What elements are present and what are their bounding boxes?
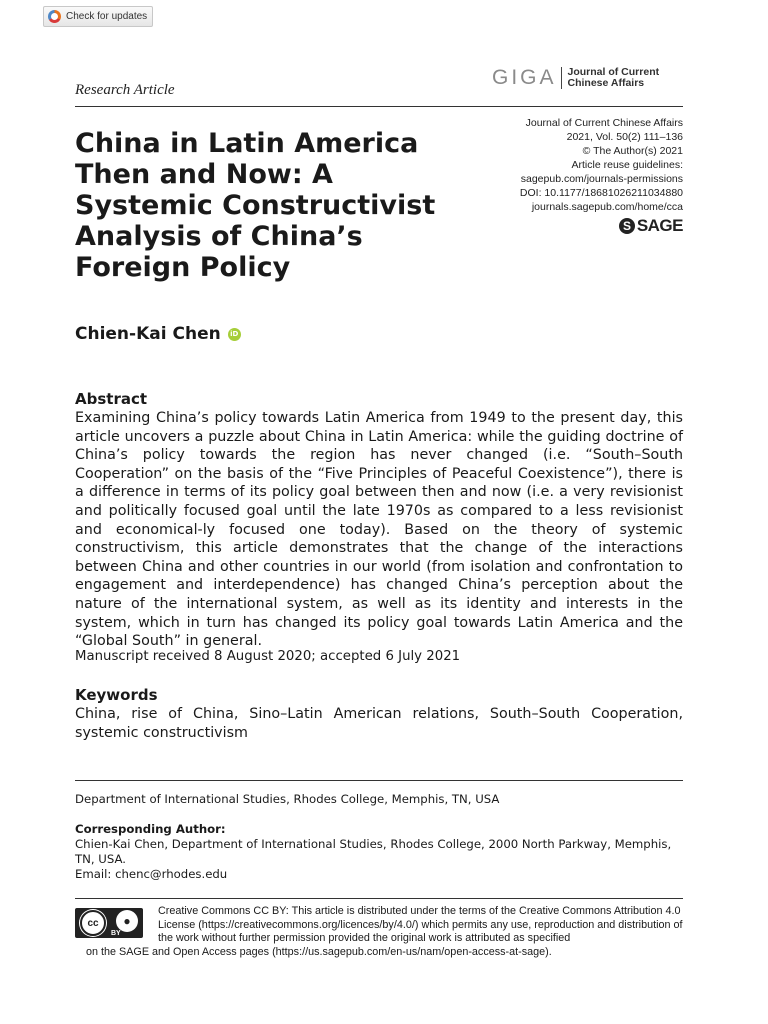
journal-metadata	[520, 116, 683, 214]
giga-logo-mark: GIGA	[492, 66, 557, 89]
corresponding-email[interactable]: Email: chenc@rhodes.edu	[75, 867, 228, 881]
abstract-heading: Abstract	[75, 390, 148, 408]
abstract-body: Examining China’s policy towards Latin America from 1949 to the present day, this article uncovers a puzzle about China in Latin America: while the guiding doctrine of China’s policy towards the region has never changed (i.e. “South–South Cooperation” on the basis of the “Five Principles of Peaceful Coexistence”), there is a difference in terms of its policy goal between then and now (i.e. a very revisionist and politically focused goal until the late 1970s as compared to a less revisionist and economical-ly focused one today). Based on the theory of systemic constructivism, this article demonstrates that the change of the interactions between China and other countries in our world (from isolation and confrontation to engagement and interdependence) has changed China’s perception about the nature of the international system, as well as its identity and interests in the system, which in turn has changed its policy goal towards Latin America and the “Global South” in general.	[75, 410, 683, 650]
attribution-person-icon: ●	[116, 910, 138, 932]
copyright: © The Author(s) 2021	[582, 145, 683, 157]
keywords-body: China, rise of China, Sino–Latin American relations, South–South Cooperation, systemic constructivism	[75, 706, 683, 741]
manuscript-dates: Manuscript received 8 August 2020; accepted 6 July 2021	[75, 649, 461, 664]
license-divider	[75, 898, 683, 899]
by-label: BY	[111, 930, 121, 937]
cc-icon: cc	[80, 910, 106, 936]
check-for-updates-label: Check for updates	[66, 11, 148, 22]
doi[interactable]: DOI: 10.1177/18681026211034880	[519, 187, 683, 199]
license-text-last-line: on the SAGE and Open Access pages (https://us.sagepub.com/en-us/nam/open-access-at-sage).	[86, 946, 552, 958]
logo-divider	[561, 67, 562, 89]
journal-home-link[interactable]: journals.sagepub.com/home/cca	[531, 201, 683, 213]
check-for-updates-badge[interactable]	[43, 6, 153, 27]
article-title: China in Latin America Then and Now: A Systemic Constructivist Analysis of China’s Foreign Policy	[75, 128, 436, 283]
sage-logo: S SAGE	[619, 216, 683, 236]
license-text: Creative Commons CC BY: This article is distributed under the terms of the Creative Commons Attribution 4.0 License (https://creativecommons.org/licences/by/4.0/) which permits any use, reproduction and distribution of the work without further permission provided the original work is attributed as specified	[158, 905, 683, 945]
author-affiliation: Department of International Studies, Rhodes College, Memphis, TN, USA	[75, 792, 500, 806]
corresponding-address: Chien-Kai Chen, Department of International Studies, Rhodes College, 2000 North Parkway, Memphis, TN, USA.	[75, 837, 672, 866]
journal-name: Journal of Current Chinese Affairs	[525, 117, 683, 129]
keywords-heading: Keywords	[75, 686, 158, 704]
crossmark-icon	[48, 10, 61, 23]
corresponding-author-heading: Corresponding Author:	[75, 822, 226, 836]
orcid-icon[interactable]: iD	[228, 328, 241, 341]
footnote-divider	[75, 780, 683, 781]
article-type: Research Article	[75, 82, 175, 98]
volume-info: 2021, Vol. 50(2) 111–136	[566, 131, 683, 143]
journal-logo-name: Journal of Current Chinese Affairs	[567, 66, 660, 89]
corresponding-author-details	[75, 837, 685, 882]
reuse-guidelines: Article reuse guidelines:	[571, 159, 683, 171]
sage-s-icon: S	[619, 218, 635, 234]
header-divider	[75, 106, 683, 107]
cc-by-badge[interactable]	[75, 908, 143, 938]
author-name: Chien-Kai Chen iD	[75, 324, 241, 344]
journal-logo	[492, 66, 659, 90]
permissions-link[interactable]: sagepub.com/journals-permissions	[520, 173, 683, 185]
